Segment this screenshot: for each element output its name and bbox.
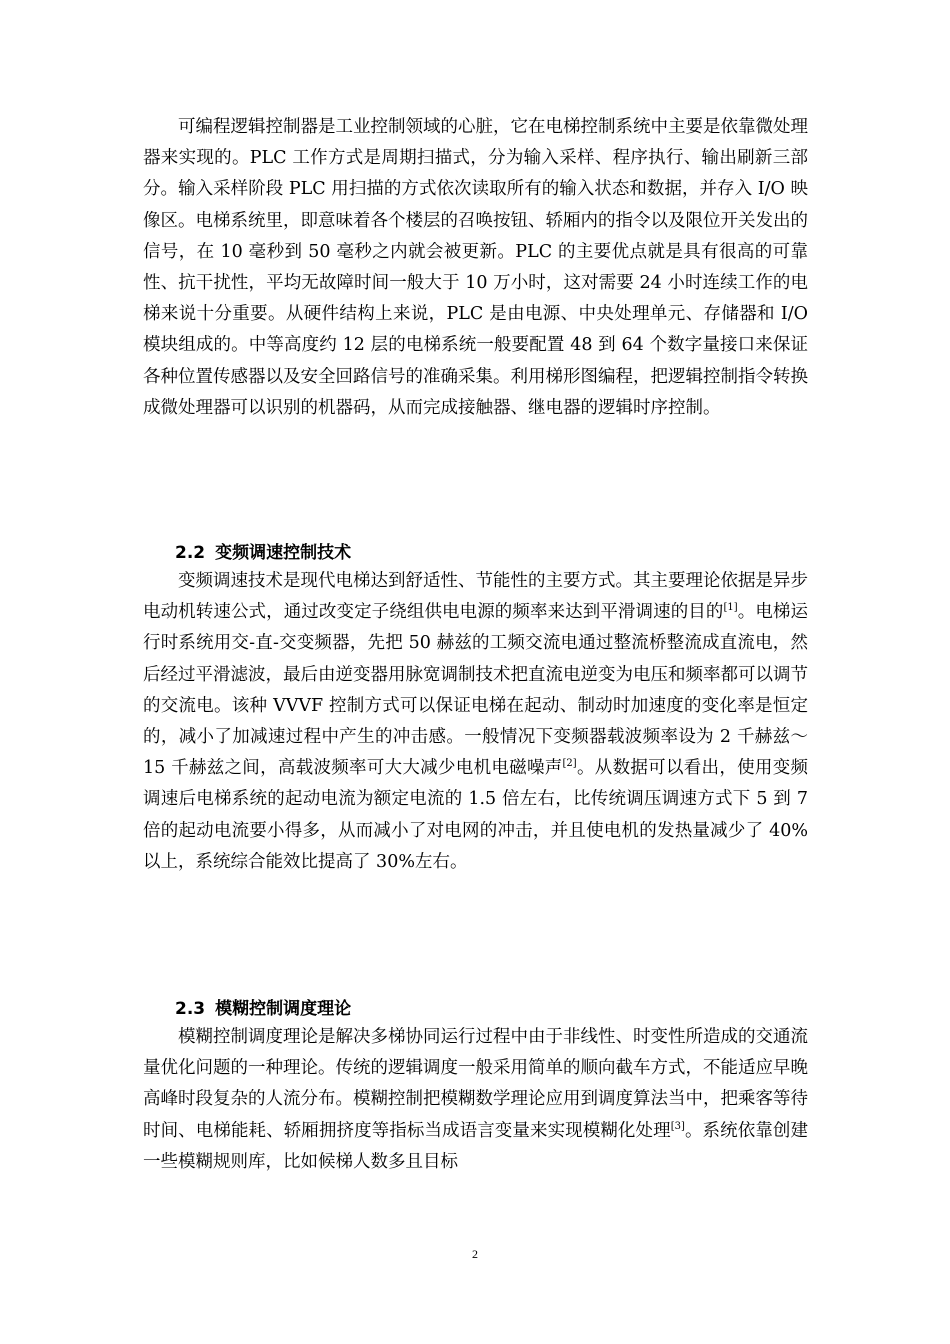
paragraph-text: 。电梯运行时系统用交-直-交变频器，先把 50 赫兹的工频交流电通过整流桥整流成直流电，然后经过平滑滤波，最后由逆变器用脉宽调制技术把直流电逆变为电压和频率都可以调节的交流电。该种 VVVF 控制方式可以保证电梯在起动、制动时加速度的变化率是恒定的，减小了加减速过程中产生的冲击感。一般情况下变频器载波频率设为 2 千赫兹～15 千赫兹之间，高载波频率可大大减少电机电磁噪声 xyxy=(143,602,809,779)
paragraph-text: 。系统依靠创建一些模糊规则库，比如候梯人数多且目标 xyxy=(143,1120,809,1172)
citation-ref: [1] xyxy=(723,602,738,614)
section-title: 模糊控制调度理论 xyxy=(215,999,352,1019)
section-heading-2-3 xyxy=(175,997,351,1021)
paragraph-plc: 可编程逻辑控制器是工业控制领域的心脏，它在电梯控制系统中主要是依靠微处理器来实现的。PLC 工作方式是周期扫描式，分为输入采样、程序执行、输出刷新三部分。输入采样阶段 PLC 用扫描的方式依次读取所有的输入状态和数据，并存入 I/O 映像区。电梯系统里，即意味着各个楼层的召唤按钮、轿厢内的指令以及限位开关发出的信号，在 10 毫秒到 50 毫秒之内就会被更新。PLC 的主要优点就是具有很高的可靠性、抗干扰性，平均无故障时间一般大于 10 万小时，这对需要 24 小时连续工作的电梯来说十分重要。从硬件结构上来说，PLC 是由电源、中央处理单元、存储器和 I/O 模块组成的。中等高度约 12 层的电梯系统一般要配置 48 到 64 个数字量接口来保证各种位置传感器以及安全回路信号的准确采集。利用梯形图编程，把逻辑控制指令转换成微处理器可以识别的机器码，从而完成接触器、继电器的逻辑时序控制。 xyxy=(143,117,808,418)
paragraph-text: 模糊控制调度理论是解决多梯协同运行过程中由于非线性、时变性所造成的交通流量优化问题的一种理论。传统的逻辑调度一般采用简单的顺向截车方式，不能适应早晚高峰时段复杂的人流分布。模糊控制把模糊数学理论应用到调度算法当中，把乘客等待时间、电梯能耗、轿厢拥挤度等指标当成语言变量来实现模糊化处理 xyxy=(143,1027,808,1141)
paragraph-fuzzy xyxy=(143,1022,808,1178)
page-number: 2 xyxy=(472,1247,478,1261)
paragraph-text: 。从数据可以看出，使用变频调速后电梯系统的起动电流为额定电流的 1.5 倍左右，比传统调压调速方式下 5 到 7 倍的起动电流要小得多，从而减小了对电网的冲击，并且使电机的发热量减少了 40%以上，系统综合能效比提高了 30%左右。 xyxy=(143,758,808,872)
citation-ref: [2] xyxy=(562,758,577,770)
paragraph-vvvf xyxy=(143,566,808,878)
section-number: 2.2 xyxy=(175,543,206,563)
citation-ref: [3] xyxy=(670,1120,685,1132)
section-number: 2.3 xyxy=(175,999,206,1019)
paragraph-text: 变频调速技术是现代电梯达到舒适性、节能性的主要方式。其主要理论依据是异步电动机转速公式，通过改变定子绕组供电电源的频率来达到平滑调速的目的 xyxy=(143,571,808,623)
section-heading-2-2 xyxy=(175,541,351,565)
section-title: 变频调速控制技术 xyxy=(215,543,352,563)
